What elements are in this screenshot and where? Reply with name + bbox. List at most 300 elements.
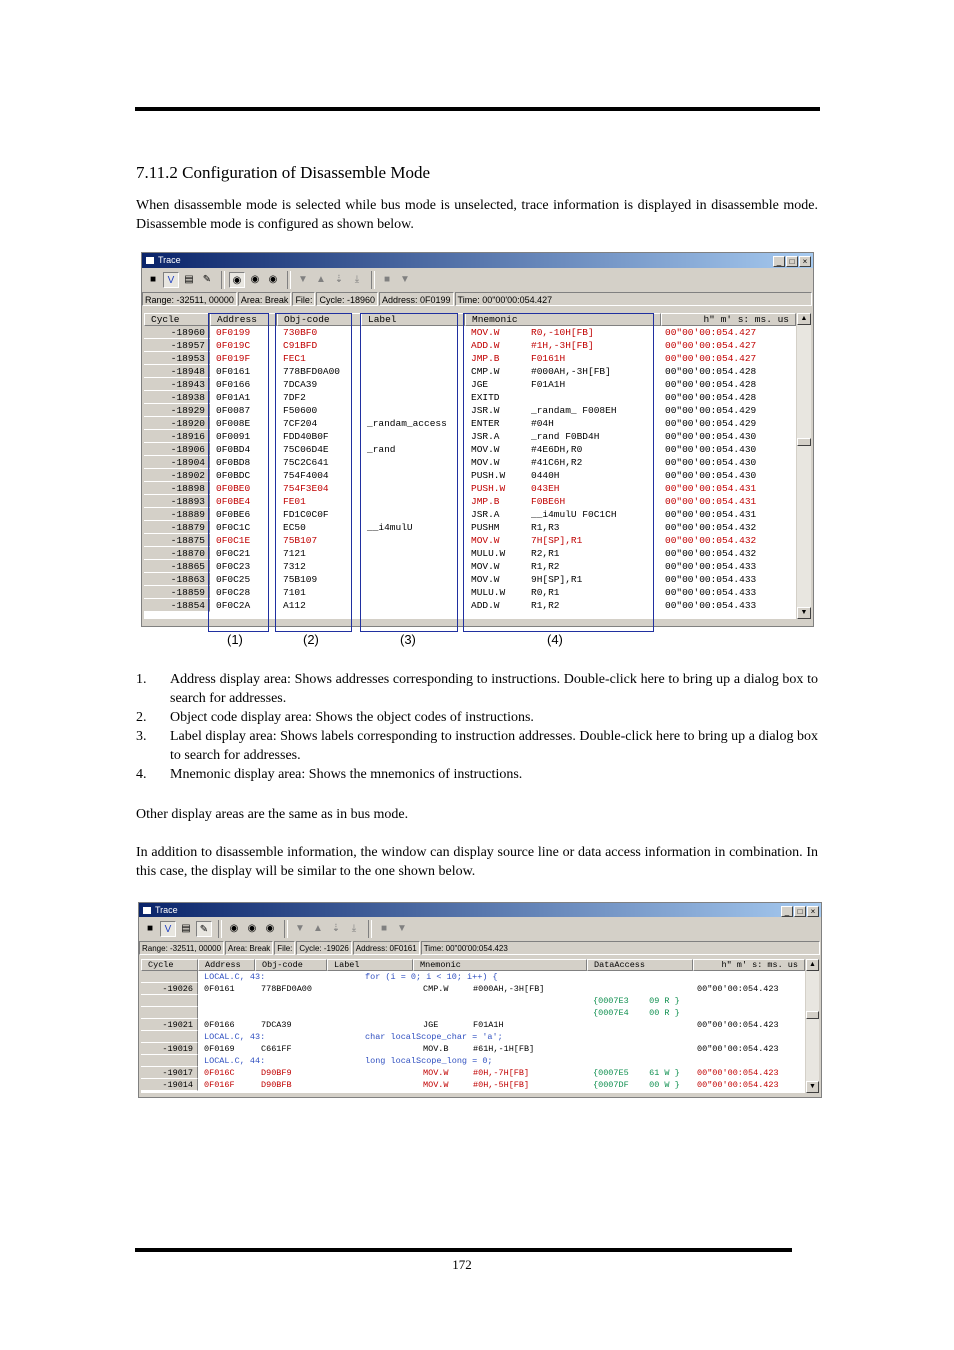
time-cell: 00"00'00:054.428 [665, 366, 757, 377]
scroll-thumb[interactable] [797, 438, 811, 446]
close-button[interactable]: × [807, 906, 819, 917]
operand-cell: #0H,-7H[FB] [473, 1068, 530, 1078]
time-cell: 00"00'00:054.423 [697, 984, 779, 994]
table-row[interactable] [141, 983, 805, 995]
status-cycle: Cycle: -18960 [316, 292, 378, 306]
table-row[interactable] [144, 521, 796, 534]
table-row[interactable] [144, 482, 796, 495]
status-area: Area: Break [225, 941, 273, 955]
time-cell: 00"00'00:054.431 [665, 509, 757, 520]
col-header-address[interactable]: Address [198, 959, 255, 971]
cycle-cell: -19019 [141, 1043, 198, 1055]
address-cell[interactable]: 0F0C28 [216, 587, 251, 598]
col-header-time[interactable]: h" m' s: ms. us [693, 959, 805, 971]
label-cell[interactable] [361, 365, 465, 378]
operand-cell: __i4mulU F0C1CH [531, 509, 617, 520]
source-file-cell: LOCAL.C, 43: [204, 1032, 266, 1042]
operand-cell: R2,R1 [531, 548, 560, 559]
search-next-icon[interactable]: ◉ [247, 923, 257, 934]
col-header-objcode[interactable]: Obj-code [277, 313, 361, 326]
objcode-cell: EC50 [283, 522, 306, 533]
label-cell[interactable] [361, 599, 465, 612]
col-header-label[interactable]: Label [361, 313, 465, 326]
cycle-cell: -18898 [144, 482, 210, 495]
down-arrow-icon[interactable]: ▼ [298, 274, 308, 285]
cycle-cell: -18960 [144, 326, 210, 339]
objcode-cell: D90BF9 [261, 1068, 292, 1078]
objcode-cell: 7CF204 [283, 418, 318, 429]
opcode-cell: MOV.W [423, 1080, 449, 1090]
objcode-cell: 730BF0 [283, 327, 318, 338]
source-mode-icon[interactable]: ▤ [181, 923, 191, 934]
step-end-icon[interactable]: ⤓ [354, 274, 360, 285]
opcode-cell: ADD.W [471, 600, 500, 611]
col-header-cycle[interactable]: Cycle [141, 959, 198, 971]
table-row[interactable] [144, 599, 796, 612]
address-cell[interactable]: 0F0C1E [216, 535, 251, 546]
scroll-down-icon[interactable]: ▼ [797, 607, 811, 619]
area-description-list [136, 670, 818, 784]
bus-mode-icon[interactable]: ■ [149, 274, 157, 285]
time-cell: 00"00'00:054.430 [665, 457, 757, 468]
table-row[interactable] [144, 586, 796, 599]
list-item: 1. Address display area: Shows addresses corresponding to instructions. Double-click here to bring up a dialog box to search for addresses. [136, 672, 818, 706]
up-arrow-icon[interactable]: ▲ [316, 274, 326, 285]
section-heading: 7.11.2 Configuration of Disassemble Mode [136, 163, 430, 182]
window-titlebar [142, 253, 813, 268]
label-cell[interactable] [361, 404, 465, 417]
time-cell: 00"00'00:054.430 [665, 444, 757, 455]
stop-icon[interactable]: ■ [383, 274, 391, 285]
address-cell[interactable]: 0F019C [216, 340, 251, 351]
time-cell: 00"00'00:054.423 [697, 1020, 779, 1030]
cycle-cell: -18875 [144, 534, 210, 547]
address-cell[interactable]: 0F01A1 [216, 392, 251, 403]
time-cell: 00"00'00:054.427 [665, 340, 757, 351]
col-header-cycle[interactable]: Cycle [144, 313, 210, 326]
col-header-address[interactable]: Address [210, 313, 277, 326]
cycle-cell: -18953 [144, 352, 210, 365]
address-cell[interactable]: 0F0C1C [216, 522, 251, 533]
label-cell[interactable] [361, 586, 465, 599]
trace-grid[interactable] [144, 313, 796, 619]
address-cell[interactable]: 0F0C21 [216, 548, 251, 559]
scroll-up-icon[interactable]: ▲ [806, 959, 819, 971]
maximize-button[interactable]: □ [786, 256, 798, 267]
trace-grid[interactable] [141, 959, 805, 1093]
operand-cell: #41C6H,R2 [531, 457, 583, 468]
label-cell[interactable] [361, 482, 465, 495]
time-cell: 00"00'00:054.428 [665, 392, 757, 403]
time-cell: 00"00'00:054.430 [665, 431, 757, 442]
address-cell[interactable]: 0F0C2A [216, 600, 251, 611]
table-row[interactable] [141, 1043, 805, 1055]
cycle-cell: -18948 [144, 365, 210, 378]
address-cell[interactable]: 0F0091 [216, 431, 251, 442]
col-header-time[interactable]: h" m' s: ms. us [661, 313, 796, 326]
operand-cell: #04H [531, 418, 554, 429]
data-access-cell [587, 983, 693, 995]
table-row[interactable] [144, 534, 796, 547]
label-cell[interactable] [361, 456, 465, 469]
address-cell[interactable]: 0F0161 [216, 366, 251, 377]
address-cell[interactable]: 0F0161 [204, 984, 235, 994]
status-time: Time: 00"00'00:054.427 [455, 292, 812, 306]
address-cell[interactable]: 0F0BD8 [216, 457, 251, 468]
label-cell[interactable] [361, 560, 465, 573]
table-row[interactable] [144, 352, 796, 365]
table-row[interactable] [144, 573, 796, 586]
label-cell[interactable] [361, 534, 465, 547]
app-icon [143, 907, 151, 914]
step-down-icon[interactable]: ⇣ [331, 923, 341, 934]
grid-header [141, 959, 805, 971]
scroll-down-icon[interactable]: ▼ [806, 1081, 819, 1093]
data-access-cell [587, 1043, 693, 1055]
objcode-cell: D90BFB [261, 1080, 292, 1090]
objcode-cell: FDD40B0F [283, 431, 329, 442]
objcode-cell: FD1C0C0F [283, 509, 329, 520]
source-line-cell: char localScope_char = 'a'; [365, 1032, 503, 1042]
edit-icon[interactable]: ✎ [202, 274, 212, 285]
operand-cell: #000AH,-3H[FB] [531, 366, 611, 377]
col-header-objcode[interactable]: Obj-code [255, 959, 327, 971]
opcode-cell: ENTER [471, 418, 500, 429]
opcode-cell: PUSH.W [471, 470, 506, 481]
operand-cell: 043EH [531, 483, 560, 494]
time-cell: 00"00'00:054.432 [665, 535, 757, 546]
time-cell: 00"00'00:054.429 [665, 418, 757, 429]
operand-cell: R1,R2 [531, 600, 560, 611]
col-header-mnemonic[interactable]: Mnemonic [465, 313, 661, 326]
search-icon[interactable]: ◉ [229, 923, 239, 934]
cycle-cell: -18957 [144, 339, 210, 352]
label-cell[interactable] [361, 378, 465, 391]
address-cell[interactable]: 0F0087 [216, 405, 251, 416]
source-mode-icon[interactable]: ▤ [184, 274, 194, 285]
operand-cell: F01A1H [531, 379, 566, 390]
list-item: 3. Label display area: Shows labels corresponding to instruction addresses. Double-click here to bring up a dialog box to search for addresses. [136, 729, 818, 763]
cycle-cell: -18920 [144, 417, 210, 430]
paragraph-other-areas: Other display areas are the same as in bus mode. [136, 807, 409, 822]
cycle-cell: -18870 [144, 547, 210, 560]
close-button[interactable]: × [799, 256, 811, 267]
label-cell[interactable] [361, 469, 465, 482]
time-cell: 00"00'00:054.433 [665, 600, 757, 611]
address-cell[interactable]: 0F0199 [216, 327, 251, 338]
up-arrow-icon[interactable]: ▲ [313, 923, 323, 934]
opcode-cell: JSR.A [471, 431, 500, 442]
operand-cell: 9H[SP],R1 [531, 574, 583, 585]
cycle-cell: -18902 [144, 469, 210, 482]
address-cell[interactable]: 0F008E [216, 418, 251, 429]
scroll-up-icon[interactable]: ▲ [797, 313, 811, 325]
cycle-cell [141, 1055, 198, 1067]
objcode-cell: 754F4004 [283, 470, 329, 481]
toolbar [139, 917, 821, 941]
table-row[interactable] [141, 1019, 805, 1031]
label-cell[interactable] [361, 391, 465, 404]
list-item: 2. Object code display area: Shows the object codes of instructions. [136, 710, 534, 725]
source-file-cell: LOCAL.C, 44: [204, 1056, 266, 1066]
table-row[interactable] [141, 1007, 805, 1019]
search-icon[interactable]: ◉ [229, 272, 245, 288]
opcode-cell: MOV.W [471, 444, 500, 455]
objcode-cell: C661FF [261, 1044, 292, 1054]
cycle-cell: -18854 [144, 599, 210, 612]
status-address: Address: 0F0161 [353, 941, 420, 955]
table-row[interactable] [141, 995, 805, 1007]
opcode-cell: PUSH.W [471, 483, 506, 494]
vertical-scrollbar[interactable] [806, 959, 819, 1093]
dropdown-icon[interactable]: ▼ [400, 274, 410, 285]
edit-icon[interactable]: ✎ [196, 921, 212, 937]
status-file: File: [274, 941, 295, 955]
objcode-cell: FE01 [283, 496, 306, 507]
operand-cell: #61H,-1H[FB] [473, 1044, 535, 1054]
operand-cell: R1,R3 [531, 522, 560, 533]
time-cell: 00"00'00:054.432 [665, 522, 757, 533]
address-cell[interactable]: 0F0BE0 [216, 483, 251, 494]
cycle-cell: -18906 [144, 443, 210, 456]
address-cell[interactable]: 0F0C25 [216, 574, 251, 585]
stop-icon[interactable]: ■ [380, 923, 388, 934]
trace-window-mixed [138, 902, 822, 1098]
time-cell: 00"00'00:054.428 [665, 379, 757, 390]
label-cell[interactable] [361, 547, 465, 560]
operand-cell: #000AH,-3H[FB] [473, 984, 545, 994]
search-prev-icon[interactable]: ◉ [265, 923, 275, 934]
address-cell[interactable]: 0F0166 [216, 379, 251, 390]
label-cell[interactable] [327, 983, 413, 995]
cycle-cell [141, 995, 198, 1007]
table-row[interactable] [144, 560, 796, 573]
address-cell[interactable]: 0F0BD4 [216, 444, 251, 455]
operand-cell: R0,-10H[FB] [531, 327, 594, 338]
address-cell[interactable]: 0F016C [204, 1068, 235, 1078]
table-row[interactable] [144, 378, 796, 391]
dropdown-icon[interactable]: ▼ [397, 923, 407, 934]
table-row[interactable] [144, 404, 796, 417]
status-range: Range: -32511, 00000 [142, 292, 237, 306]
toolbar [142, 268, 813, 292]
page-number: 172 [452, 1257, 472, 1272]
table-row[interactable] [144, 417, 796, 430]
opcode-cell: JMP.B [471, 496, 500, 507]
objcode-cell: 754F3E04 [283, 483, 329, 494]
table-row[interactable] [141, 1067, 805, 1079]
address-cell[interactable]: 0F0BE4 [216, 496, 251, 507]
opcode-cell: JGE [471, 379, 489, 390]
label-cell[interactable] [361, 508, 465, 521]
opcode-cell: MOV.W [471, 574, 500, 585]
minimize-button[interactable]: _ [773, 256, 785, 267]
label-cell[interactable] [361, 339, 465, 352]
disassemble-mode-icon[interactable]: V [163, 272, 179, 288]
label-cell[interactable]: _rand [367, 444, 396, 455]
data-access-cell: {0007E4 00 R } [593, 1008, 680, 1018]
objcode-cell: 75B107 [283, 535, 318, 546]
label-cell[interactable] [327, 1067, 413, 1079]
address-cell[interactable]: 0F019F [216, 353, 251, 364]
label-cell[interactable] [361, 352, 465, 365]
address-cell[interactable]: 0F0BDC [216, 470, 251, 481]
time-cell: 00"00'00:054.430 [665, 470, 757, 481]
objcode-cell: FEC1 [283, 353, 306, 364]
objcode-cell: 7DF2 [283, 392, 306, 403]
minimize-button[interactable]: _ [781, 906, 793, 917]
cycle-cell: -19026 [141, 983, 198, 995]
time-cell: 00"00'00:054.427 [665, 353, 757, 364]
time-cell: 00"00'00:054.433 [665, 587, 757, 598]
opcode-cell: JMP.B [471, 353, 500, 364]
objcode-cell: 75C06D4E [283, 444, 329, 455]
status-range: Range: -32511, 00000 [139, 941, 224, 955]
trace-status-bar [139, 941, 821, 955]
cycle-cell: -18929 [144, 404, 210, 417]
objcode-cell: 7121 [283, 548, 306, 559]
time-cell: 00"00'00:054.423 [697, 1068, 779, 1078]
opcode-cell: JSR.W [471, 405, 500, 416]
opcode-cell: JSR.A [471, 509, 500, 520]
vertical-scrollbar[interactable] [797, 313, 811, 619]
cycle-cell: -18879 [144, 521, 210, 534]
table-row[interactable] [144, 547, 796, 560]
label-cell[interactable] [361, 573, 465, 586]
table-row[interactable] [141, 971, 805, 983]
operand-cell: F0BE6H [531, 496, 566, 507]
opcode-cell: MOV.W [423, 1068, 449, 1078]
callout-2: (2) [303, 632, 319, 647]
status-file: File: [292, 292, 315, 306]
cycle-cell: -18916 [144, 430, 210, 443]
cycle-cell: -18865 [144, 560, 210, 573]
operand-cell [531, 391, 661, 404]
address-cell[interactable]: 0F0BE6 [216, 509, 251, 520]
opcode-cell: MULU.W [471, 587, 506, 598]
window-title: Trace [155, 905, 178, 915]
table-row[interactable] [144, 508, 796, 521]
label-cell[interactable] [327, 1079, 413, 1091]
time-cell: 00"00'00:054.423 [697, 1080, 779, 1090]
operand-cell: F0161H [531, 353, 566, 364]
label-cell[interactable] [361, 430, 465, 443]
maximize-button[interactable]: □ [794, 906, 806, 917]
label-cell[interactable] [361, 495, 465, 508]
scroll-thumb[interactable] [806, 1011, 819, 1019]
label-cell[interactable] [327, 1043, 413, 1055]
header-rule [135, 107, 820, 111]
label-cell[interactable] [361, 326, 465, 339]
operand-cell: F01A1H [473, 1020, 504, 1030]
table-row[interactable] [141, 1079, 805, 1091]
footer-rule [135, 1248, 792, 1252]
col-header-label[interactable]: Label [327, 959, 413, 971]
app-icon [146, 257, 154, 264]
opcode-cell: MOV.W [471, 561, 500, 572]
objcode-cell: 778BFD0A00 [261, 984, 313, 994]
window-titlebar [139, 903, 821, 917]
time-cell: 00"00'00:054.423 [697, 1044, 779, 1054]
cycle-cell: -18904 [144, 456, 210, 469]
opcode-cell: PUSHM [471, 522, 500, 533]
table-row[interactable] [144, 365, 796, 378]
callout-3: (3) [400, 632, 416, 647]
step-end-icon[interactable]: ⤓ [351, 923, 357, 934]
table-row[interactable] [144, 430, 796, 443]
label-cell[interactable]: __i4mulU [367, 522, 413, 533]
table-row[interactable] [144, 469, 796, 482]
opcode-cell: EXITD [471, 392, 500, 403]
table-row[interactable] [144, 443, 796, 456]
col-header-dataaccess[interactable]: DataAccess [587, 959, 693, 971]
table-row[interactable] [141, 1031, 805, 1043]
opcode-cell: MULU.W [471, 548, 506, 559]
operand-cell: #4E6DH,R0 [531, 444, 583, 455]
table-row[interactable] [144, 495, 796, 508]
objcode-cell: 7DCA39 [283, 379, 318, 390]
time-cell: 00"00'00:054.427 [665, 327, 757, 338]
data-access-cell: {0007E5 61 W } [593, 1068, 680, 1078]
cycle-cell: -18893 [144, 495, 210, 508]
label-cell[interactable] [327, 1019, 413, 1031]
window-title: Trace [158, 255, 181, 265]
cycle-cell: -18889 [144, 508, 210, 521]
address-cell[interactable]: 0F0169 [204, 1044, 235, 1054]
trace-rows [141, 971, 805, 1091]
status-cycle: Cycle: -19026 [296, 941, 351, 955]
data-access-cell: {0007DF 00 W } [593, 1080, 680, 1090]
table-row[interactable] [144, 326, 796, 339]
address-cell[interactable]: 0F0C23 [216, 561, 251, 572]
search-prev-icon[interactable]: ◉ [268, 274, 278, 285]
operand-cell: R1,R2 [531, 561, 560, 572]
table-row[interactable] [144, 339, 796, 352]
objcode-cell: 7312 [283, 561, 306, 572]
cycle-cell [141, 971, 198, 983]
bus-mode-icon[interactable]: ■ [146, 923, 154, 934]
col-header-mnemonic[interactable]: Mnemonic [413, 959, 587, 971]
callout-4: (4) [547, 632, 563, 647]
opcode-cell: MOV.B [423, 1044, 449, 1054]
operand-cell: #0H,-5H[FB] [473, 1080, 530, 1090]
label-cell[interactable]: _randam_access [367, 418, 447, 429]
operand-cell: _randam_ F008EH [531, 405, 617, 416]
objcode-cell: 7DCA39 [261, 1020, 292, 1030]
opcode-cell: MOV.W [471, 327, 500, 338]
address-cell[interactable]: 0F016F [204, 1080, 235, 1090]
step-down-icon[interactable]: ⇣ [334, 274, 344, 285]
search-next-icon[interactable]: ◉ [250, 274, 260, 285]
operand-cell: 0440H [531, 470, 560, 481]
opcode-cell: CMP.W [423, 984, 449, 994]
address-cell[interactable]: 0F0166 [204, 1020, 235, 1030]
opcode-cell: MOV.W [471, 535, 500, 546]
opcode-cell: CMP.W [471, 366, 500, 377]
trace-window-disassemble [141, 252, 814, 627]
cycle-cell: -18943 [144, 378, 210, 391]
objcode-cell: 778BFD0A00 [283, 366, 341, 377]
objcode-cell: F50600 [283, 405, 318, 416]
disassemble-mode-icon[interactable]: V [160, 921, 176, 937]
down-arrow-icon[interactable]: ▼ [295, 923, 305, 934]
status-area: Area: Break [238, 292, 292, 306]
table-row[interactable] [141, 1055, 805, 1067]
objcode-cell: C91BFD [283, 340, 318, 351]
table-row[interactable] [144, 456, 796, 469]
table-row[interactable] [144, 391, 796, 404]
time-cell: 00"00'00:054.429 [665, 405, 757, 416]
